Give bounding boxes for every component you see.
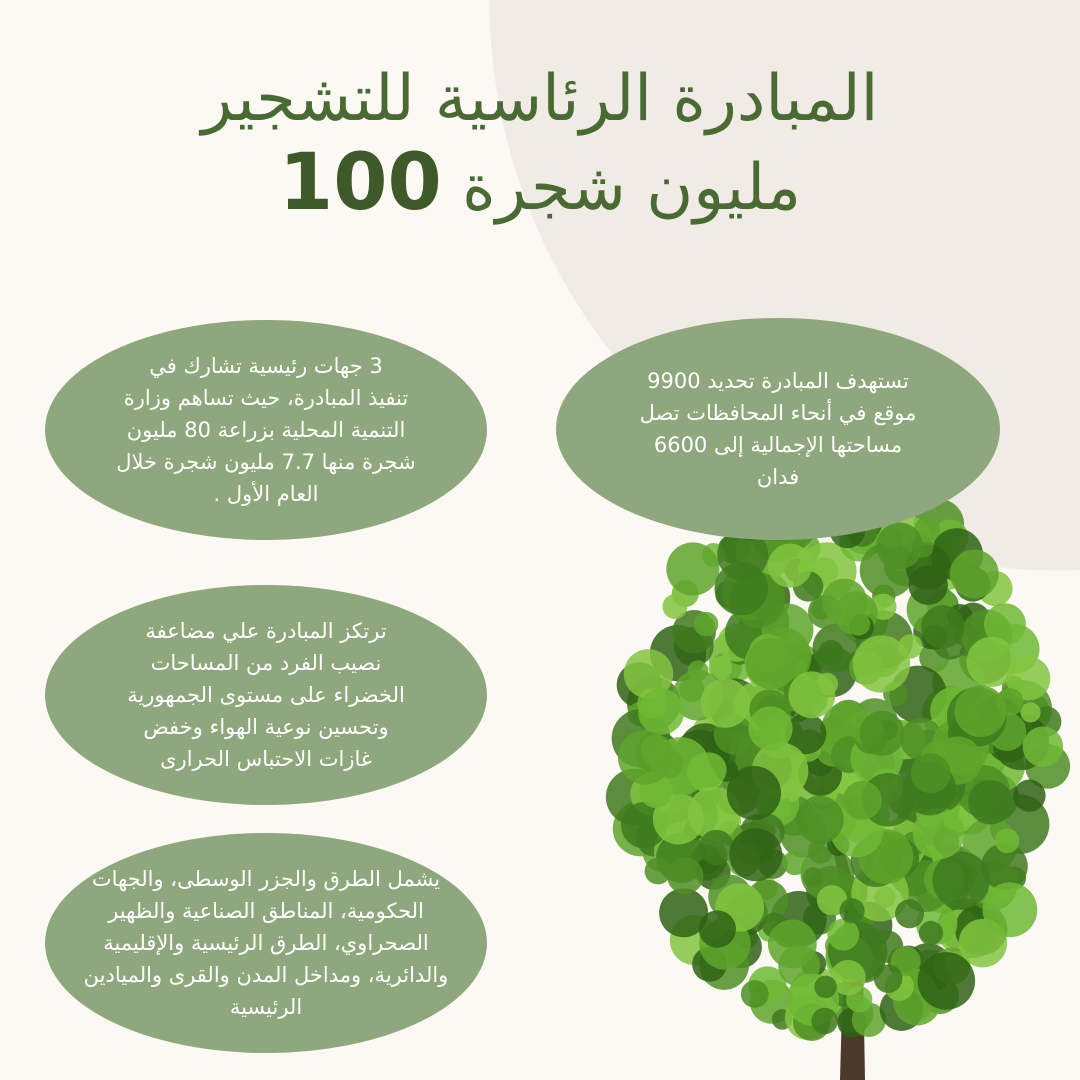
leaf-cluster — [699, 910, 736, 947]
leaf-cluster — [729, 828, 782, 881]
leaf-cluster — [666, 542, 719, 595]
leaf-cluster — [911, 753, 951, 793]
leaf-cluster — [996, 688, 1024, 716]
leaf-cluster — [694, 612, 718, 636]
bubble-line: ترتكز المبادرة علي مضاعفة — [145, 619, 387, 643]
leaf-cluster — [618, 730, 672, 784]
leaf-cluster — [727, 766, 781, 820]
leaf-cluster — [827, 919, 859, 951]
leaf-cluster — [995, 828, 1020, 853]
leaf-cluster — [715, 562, 768, 615]
bubble-line: مساحتها الإجمالية إلى 6600 — [653, 433, 903, 457]
info-bubble-sites — [556, 318, 1000, 540]
subtitle-text: مليون شجرة — [462, 151, 802, 225]
bubble-line: تستهدف المبادرة تحديد 9900 — [647, 369, 909, 393]
leaf-cluster — [846, 612, 870, 636]
leaf-cluster — [796, 796, 844, 844]
leaf-cluster — [768, 920, 817, 969]
bubble-line: شجرة منها 7.7 مليون شجرة خلال — [116, 450, 416, 474]
leaf-cluster — [950, 550, 999, 599]
page-title: المبادرة الرئاسية للتشجير — [201, 62, 879, 136]
leaf-cluster — [688, 660, 709, 681]
leaf-cluster — [908, 565, 948, 605]
bubble-line: الخضراء على مستوى الجمهورية — [127, 683, 405, 707]
leaf-cluster — [814, 976, 837, 999]
leaf-cluster — [955, 685, 1007, 737]
bubble-line: التنمية المحلية بزراعة 80 مليون — [126, 418, 406, 442]
leaf-cluster — [701, 678, 750, 727]
leaf-cluster — [918, 952, 976, 1010]
leaf-cluster — [932, 852, 989, 909]
leaf-cluster — [968, 780, 1012, 824]
leaf-cluster — [811, 1008, 838, 1035]
bubble-line: العام الأول . — [213, 482, 319, 506]
bubble-line: غازات الاحتباس الحرارى — [160, 747, 372, 771]
leaf-cluster — [843, 781, 882, 820]
leaf-cluster — [788, 671, 835, 718]
leaf-cluster — [913, 807, 965, 859]
bubble-line: الرئيسية — [229, 995, 303, 1019]
leaf-cluster — [860, 711, 905, 756]
leaf-cluster — [1021, 702, 1041, 722]
leaf-cluster — [1013, 780, 1045, 812]
leaf-cluster — [741, 980, 769, 1008]
leaf-cluster — [748, 706, 792, 750]
tree-foliage — [606, 490, 1070, 1041]
bubble-line: نصيب الفرد من المساحات — [150, 651, 382, 675]
bubble-line: والدائرية، ومداخل المدن والقرى والميادين — [83, 963, 449, 987]
leaf-cluster — [783, 851, 808, 876]
leaf-cluster — [919, 921, 943, 945]
info-bubble-partners — [45, 320, 487, 540]
leaf-cluster — [663, 594, 688, 619]
leaf-cluster — [667, 858, 703, 894]
info-bubble-locations — [45, 833, 487, 1053]
leaf-cluster — [895, 899, 924, 928]
leaf-cluster — [768, 544, 812, 588]
bubble-line: وتحسين نوعية الهواء وخفض — [143, 715, 389, 739]
leaf-cluster — [874, 964, 903, 993]
bubble-line: تنفيذ المبادرة، حيث تساهم وزارة — [123, 386, 409, 410]
bubble-line: الحكومية، المناطق الصناعية والظهير — [108, 899, 424, 923]
info-bubble-goals — [45, 585, 487, 805]
leaf-cluster — [645, 858, 672, 885]
bubble-line: الصحراوي، الطرق الرئيسية والإقليمية — [103, 931, 429, 955]
bubble-line: يشمل الطرق والجزر الوسطى، والجهات — [91, 867, 441, 891]
subtitle-number: 100 — [278, 138, 442, 228]
bubble-line: 3 جهات رئيسية تشارك في — [149, 354, 383, 378]
leaf-cluster — [921, 605, 965, 649]
leaf-cluster — [983, 882, 1038, 937]
bubble-line: موقع في أنحاء المحافظات تصل — [639, 401, 917, 425]
tree-image — [540, 480, 1080, 1080]
leaf-cluster — [840, 898, 865, 923]
page-subtitle — [0, 138, 1080, 228]
bubble-line: فدان — [756, 465, 800, 489]
leaf-cluster — [638, 689, 684, 735]
leaf-cluster — [876, 523, 923, 570]
leaf-cluster — [1023, 726, 1063, 766]
leaf-cluster — [898, 634, 922, 658]
